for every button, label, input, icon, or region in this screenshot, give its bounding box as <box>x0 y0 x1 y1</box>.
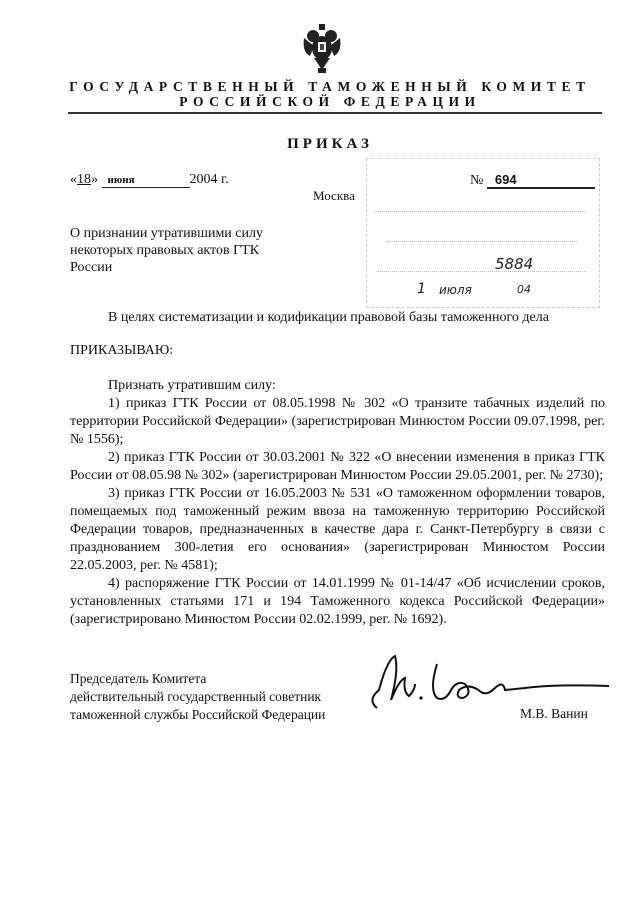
city: Москва <box>313 188 355 203</box>
stamp-reg-number: 5884 <box>495 255 534 273</box>
signatory-title <box>70 670 325 724</box>
body-item-4: 4) распоряжение ГТК России от 14.01.1999 № 01-14/47 «Об исчислении сроков, установленных статьями 171 и 194 Таможенного кодекса Российской Федерации» (зарегистрировано Минюстом России 02.02.1999, рег. № 1692). <box>70 576 605 627</box>
stamp-reg-month: июля <box>439 283 472 297</box>
body-intro: Признать утратившим силу: <box>108 378 276 393</box>
date-open-quote: « <box>70 172 77 187</box>
preamble: В целях систематизации и кодификации правовой базы таможенного дела <box>108 310 549 325</box>
number-value: 694 <box>487 172 595 189</box>
order-body <box>70 377 605 629</box>
stamp-reg-year: 04 <box>517 283 531 296</box>
number-label: № <box>470 173 484 188</box>
date-day: 18 <box>77 172 91 187</box>
organization-name-line1: ГОСУДАРСТВЕННЫЙ ТАМОЖЕННЫЙ КОМИТЕТ <box>69 79 591 94</box>
body-item-2: 2) приказ ГТК России от 30.03.2001 № 322 «О внесении изменения в приказ ГТК России от 08.05.98 № 302» (зарегистрирован Минюстом России 29.05.2001, рег. № 2730); <box>70 450 605 483</box>
order-number <box>470 172 595 189</box>
body-item-3: 3) приказ ГТК России от 16.05.2003 № 531 «О таможенном оформлении товаров, помещаемых под таможенный режим ввоза на таможенную территорию Российской Федерации товаров, предназначенных в качестве дара г. Санкт-Петербургу в связи с празднованием 300-летия его основания» (зарегистрирован Минюстом России 22.05.2003, рег. № 4581); <box>70 486 605 573</box>
stamp-reg-day: 1 <box>417 281 426 297</box>
signatory-name: М.В. Ванин <box>520 706 588 721</box>
date-year: 2004 г. <box>189 172 229 187</box>
date-close-quote: » <box>91 172 98 187</box>
body-item-1: 1) приказ ГТК России от 08.05.1998 № 302 «О транзите табачных изделий по территории Российской Федерации» (зарегистрирован Минюстом России 09.07.1998, рег. № 1556); <box>70 396 605 447</box>
date-month: июня <box>102 174 190 188</box>
order-date <box>70 172 229 188</box>
header-divider <box>68 112 602 114</box>
document-title: ПРИКАЗ <box>287 136 373 152</box>
signatory-line1: Председатель Комитета <box>70 671 207 686</box>
order-word: ПРИКАЗЫВАЮ: <box>70 343 174 358</box>
signatory-line3: таможенной службы Российской Федерации <box>70 707 326 722</box>
signatory-line2: действительный государственный советник <box>70 689 322 704</box>
order-subject: О признании утратившими силу некоторых правовых актов ГТК России <box>70 226 263 275</box>
organization-name-line2: РОССИЙСКОЙ ФЕДЕРАЦИИ <box>179 94 481 109</box>
coat-of-arms-icon <box>302 24 342 74</box>
